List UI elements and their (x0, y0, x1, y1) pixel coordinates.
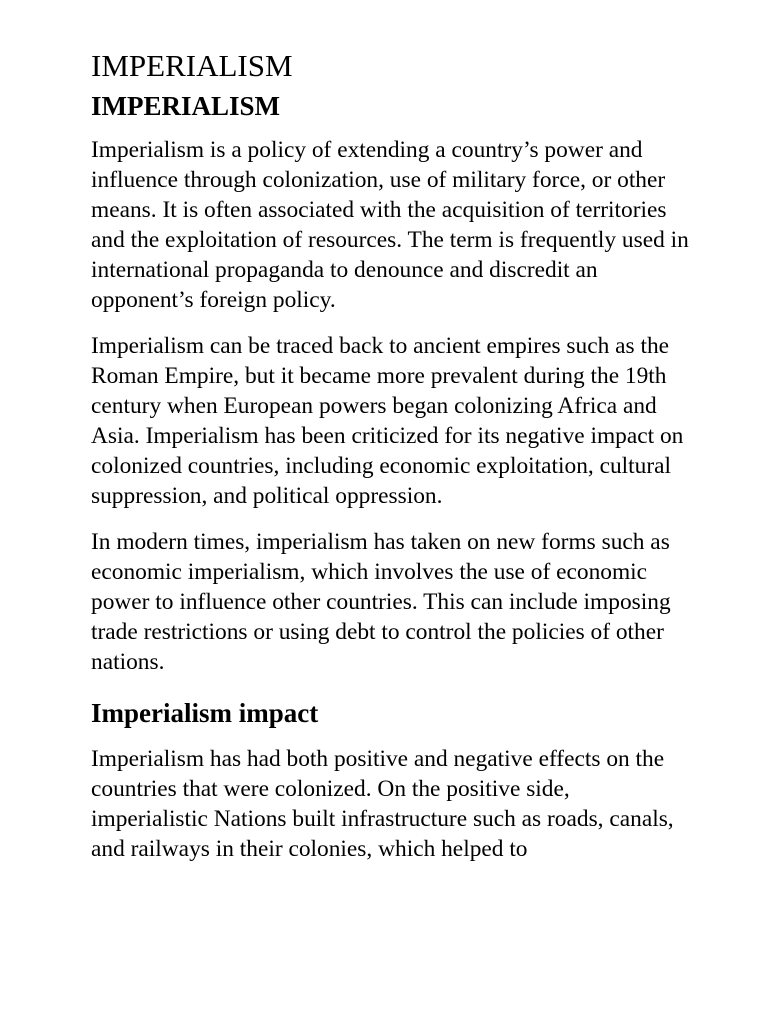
paragraph-modern: In modern times, imperialism has taken on new forms such as economic imperialism, which involves the use of economic power to influence other countries. This can include imposing trade restrictions or using debt to control the policies of other nations. (91, 529, 671, 675)
paragraph-impact: Imperialism has had both positive and negative effects on the countries that were colonized. On the positive side, imperialistic Nations built infrastructure such as roads, canals, and railways in their colonies, which helped to (91, 746, 674, 862)
paragraph-history: Imperialism can be traced back to ancient empires such as the Roman Empire, but it became more prevalent during the 19th century when European powers began colonizing Africa and Asia. Imperialism has been criticized for its negative impact on colonized countries, including economic exploitation, cultural suppression, and political oppression. (91, 333, 684, 509)
section-heading-impact: Imperialism impact (91, 698, 319, 728)
document-body (91, 46, 691, 864)
main-heading: IMPERIALISM (91, 91, 281, 121)
document-title: IMPERIALISM (91, 48, 293, 83)
paragraph-definition: Imperialism is a policy of extending a country’s power and influence through colonization, use of military force, or other means. It is often associated with the acquisition of territories and the exploitation of resources. The term is frequently used in international propaganda to denounce and discredit an opponent’s foreign policy. (91, 137, 689, 313)
